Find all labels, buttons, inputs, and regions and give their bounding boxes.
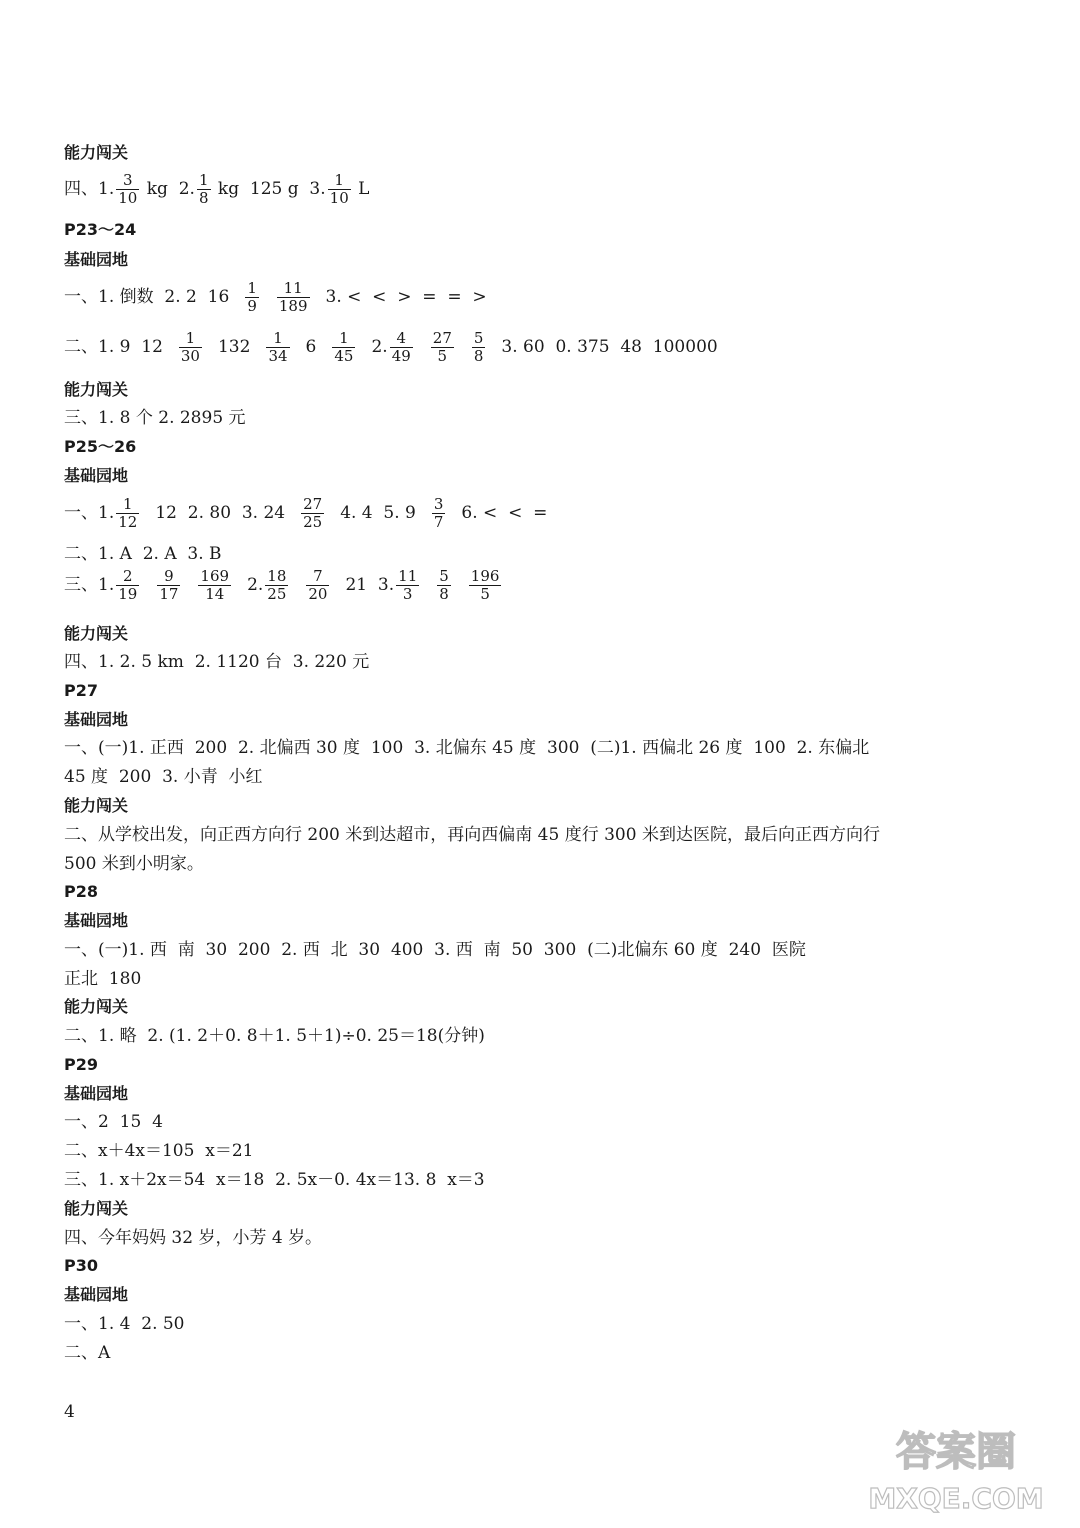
fraction: $\frac{27}{5}$ — [432, 329, 452, 365]
svg-text:MXQE.COM: MXQE.COM — [868, 1482, 1044, 1515]
answer-line: 三、1. x＋2x＝54 x＝18 2. 5x－0. 4x＝13. 8 x＝3 — [64, 1170, 485, 1190]
fraction: $\frac{169}{14}$ — [200, 567, 230, 603]
section-heading: 能力闯关 — [64, 624, 129, 643]
answer-line: 二、x＋4x＝105 x＝21 — [64, 1141, 254, 1161]
page-range-heading: P27 — [64, 681, 98, 700]
fraction: $\frac{3}{10}$ — [118, 171, 138, 207]
fraction: $\frac{1}{8}$ — [198, 171, 209, 207]
answer-line: 正北 180 — [64, 969, 142, 989]
fraction: $\frac{5}{8}$ — [473, 329, 484, 365]
fraction: $\frac{1}{45}$ — [334, 329, 354, 365]
fraction: $\frac{11}{3}$ — [398, 567, 418, 603]
page-range-heading: P25～26 — [64, 437, 137, 456]
fraction: $\frac{9}{17}$ — [159, 567, 179, 603]
svg-text:答案圈: 答案圈 — [896, 1429, 1016, 1475]
page-number: 4 — [64, 1402, 75, 1422]
answer-line: 一、1. $\frac{1}{12}$ 12 2. 80 3. 24 $\frac{27}{25}$ 4. 4 5. 9 $\frac{3}{7}$ 6. < < = — [64, 495, 548, 531]
answer-line: 一、(一)1. 西 南 30 200 2. 西 北 30 400 3. 西 南 50 300 (二)北偏东 60 度 240 医院 — [64, 940, 806, 960]
fraction: $\frac{1}{9}$ — [247, 279, 257, 315]
fraction: $\frac{7}{20}$ — [308, 567, 328, 603]
answer-line: 二、A — [64, 1343, 111, 1363]
fraction: $\frac{2}{19}$ — [118, 567, 138, 603]
page-range-heading: P30 — [64, 1256, 98, 1275]
section-heading: 基础园地 — [64, 466, 129, 485]
fraction: $\frac{1}{30}$ — [180, 329, 200, 365]
answer-line: 45 度 200 3. 小青 小红 — [64, 767, 263, 787]
section-heading: 基础园地 — [64, 250, 129, 269]
answer-line: 一、1. 4 2. 50 — [64, 1314, 185, 1334]
section-heading: 能力闯关 — [64, 380, 129, 399]
fraction: $\frac{3}{7}$ — [433, 495, 444, 531]
fraction: $\frac{18}{25}$ — [267, 567, 287, 603]
answer-line: 二、1. 9 12 $\frac{1}{30}$ 132 $\frac{1}{34}$ 6 $\frac{1}{45}$ 2. $\frac{4}{49}$ $\frac{27}{5}$ $\frac{5}{8}$ 3. 60 0. 375 48 100000 — [64, 329, 718, 365]
answer-line: 四、1. 2. 5 km 2. 1120 台 3. 220 元 — [64, 652, 370, 672]
fraction: $\frac{1}{12}$ — [118, 495, 138, 531]
page-range-heading: P23～24 — [64, 220, 137, 239]
answer-line: 500 米到小明家。 — [64, 854, 204, 874]
section-heading: 能力闯关 — [64, 997, 129, 1016]
answer-line: 三、1. 8 个 2. 2895 元 — [64, 408, 246, 428]
answer-line: 二、1. A 2. A 3. B — [64, 544, 222, 564]
watermark-logo — [856, 1420, 1056, 1520]
answer-line: 四、今年妈妈 32 岁，小芳 4 岁。 — [64, 1228, 323, 1248]
section-heading: 基础园地 — [64, 1084, 129, 1103]
answer-line: 二、从学校出发，向正西方向行 200 米到达超市，再向西偏南 45 度行 300 米到达医院，最后向正西方向行 — [64, 825, 880, 845]
fraction: $\frac{11}{189}$ — [278, 279, 308, 315]
fraction: $\frac{1}{34}$ — [268, 329, 288, 365]
page-range-heading: P29 — [64, 1055, 98, 1074]
answer-line: 四、1. $\frac{3}{10}$ kg 2. $\frac{1}{8}$ kg 125 g 3. $\frac{1}{10}$ L — [64, 171, 370, 207]
answer-line: 二、1. 略 2. (1. 2＋0. 8＋1. 5＋1)÷0. 25＝18(分钟) — [64, 1026, 485, 1046]
fraction: $\frac{1}{10}$ — [329, 171, 349, 207]
section-heading: 基础园地 — [64, 1285, 129, 1304]
page-range-heading: P28 — [64, 882, 98, 901]
section-heading: 能力闯关 — [64, 143, 129, 162]
section-heading: 基础园地 — [64, 911, 129, 930]
answer-line: 三、1. $\frac{2}{19}$ $\frac{9}{17}$ $\frac{169}{14}$ 2. $\frac{18}{25}$ $\frac{7}{20}$ 21 3. $\frac{11}{3}$ $\frac{5}{8}$ $\frac{196}{5}$ — [64, 567, 500, 603]
section-heading: 基础园地 — [64, 710, 129, 729]
fraction: $\frac{196}{5}$ — [470, 567, 500, 603]
answer-line: 一、1. 倒数 2. 2 16 $\frac{1}{9}$ $\frac{11}{189}$ 3. < < > = = > — [64, 279, 487, 315]
section-heading: 能力闯关 — [64, 796, 129, 815]
answer-line: 一、(一)1. 正西 200 2. 北偏西 30 度 100 3. 北偏东 45 度 300 (二)1. 西偏北 26 度 100 2. 东偏北 — [64, 738, 870, 758]
section-heading: 能力闯关 — [64, 1199, 129, 1218]
answer-line: 一、2 15 4 — [64, 1112, 163, 1132]
fraction: $\frac{27}{25}$ — [303, 495, 323, 531]
fraction: $\frac{5}{8}$ — [439, 567, 449, 603]
fraction: $\frac{4}{49}$ — [391, 329, 411, 365]
